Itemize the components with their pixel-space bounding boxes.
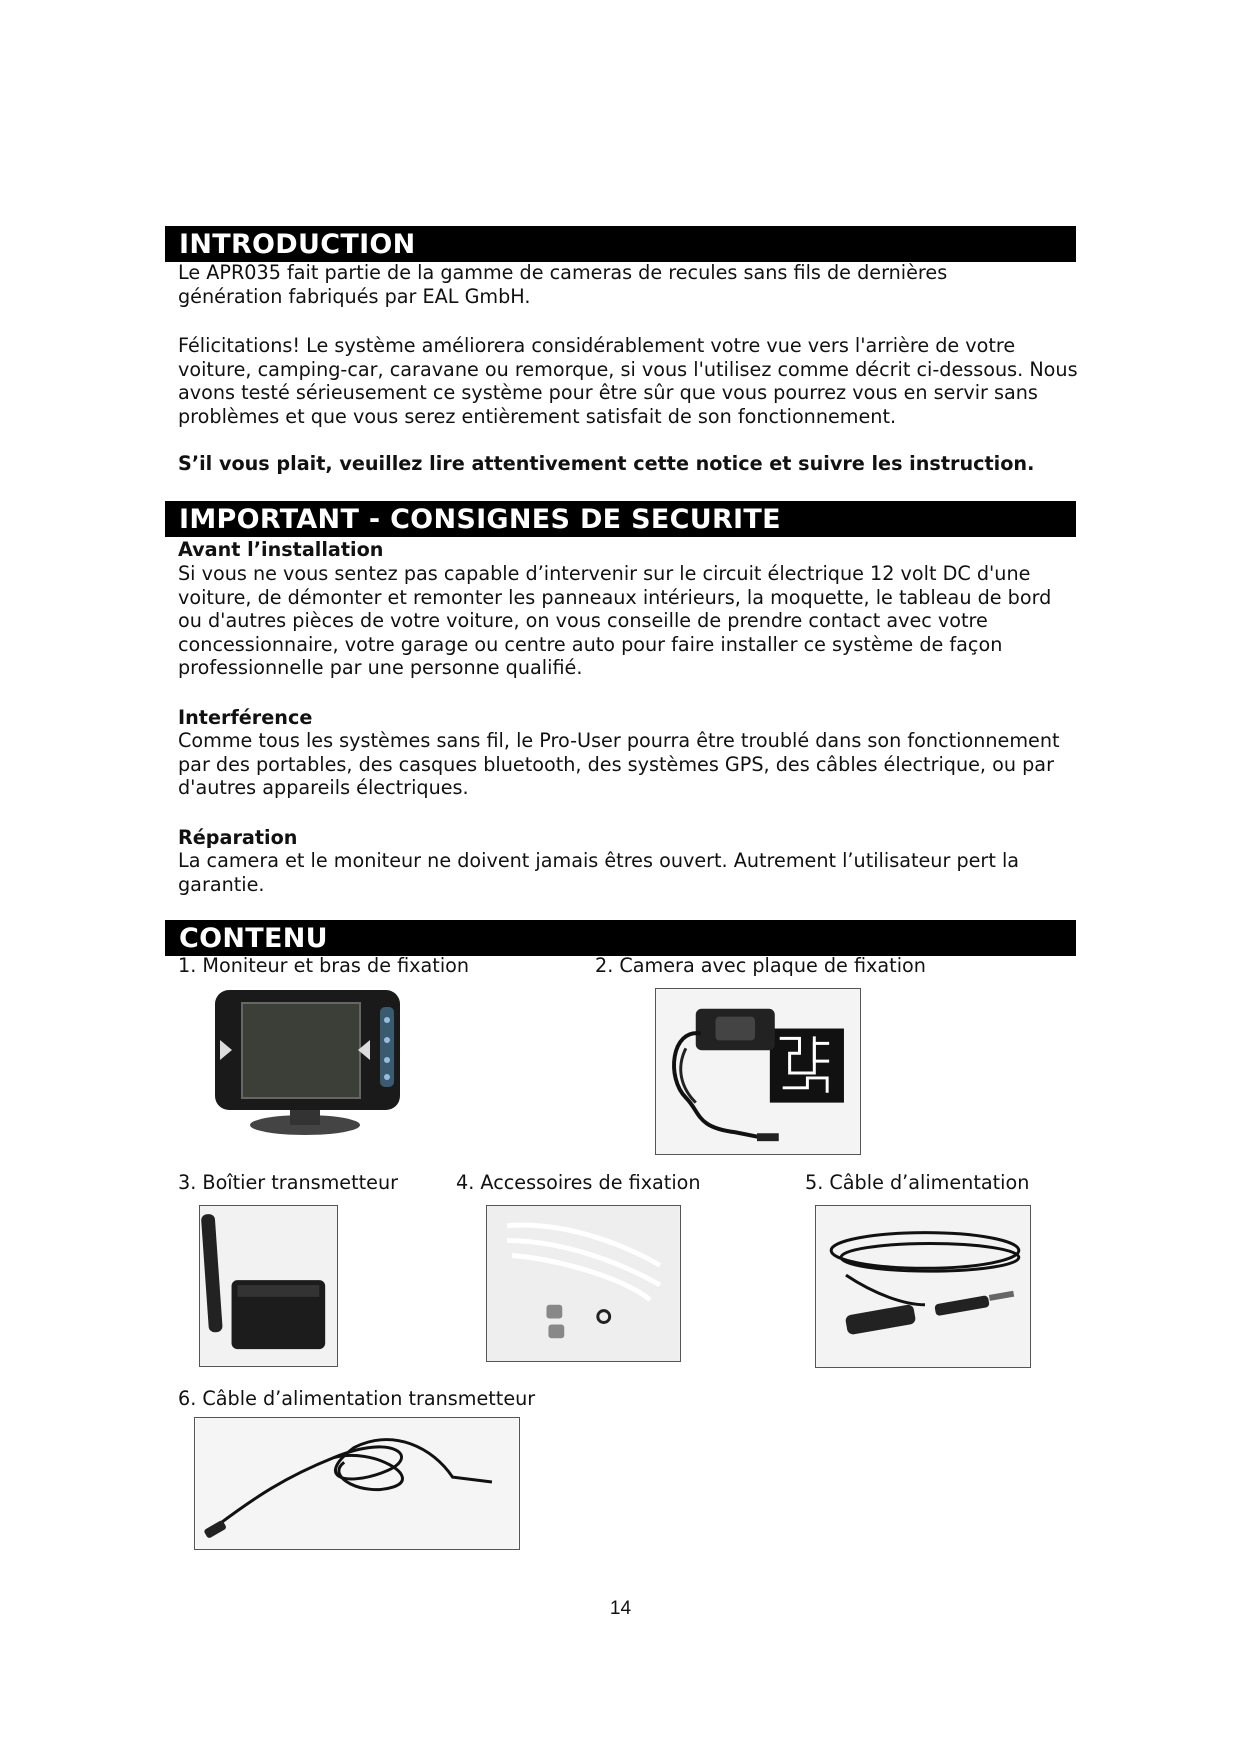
transmitter-cable-icon [195, 1418, 519, 1549]
contents-item-6-caption: 6. Câble d’alimentation transmetteur [178, 1387, 536, 1410]
interference-heading: Interférence [178, 706, 313, 729]
transmitter-photo [199, 1205, 338, 1367]
power-cable-photo [815, 1205, 1031, 1368]
page-number: 14 [609, 1598, 632, 1619]
interference-text: Comme tous les systèmes sans fil, le Pro-User pourra être troublé dans son fonctionnement par des portables, des casques bluetooth, des systèmes GPS, des câbles électrique, ou par d'autres appareils électriques. [178, 729, 1060, 799]
camera-photo [655, 988, 861, 1155]
contents-item-1-caption: 1. Moniteur et bras de fixation [178, 954, 470, 977]
accessories-photo [486, 1205, 681, 1362]
camera-icon [656, 989, 860, 1154]
intro-instruction-note: S’il vous plait, veuillez lire attentivement cette notice et suivre les instruction. [178, 452, 1035, 475]
power-cable-icon [816, 1206, 1030, 1367]
install-heading: Avant l’installation [178, 538, 384, 561]
contents-item-2-caption: 2. Camera avec plaque de fixation [595, 954, 926, 977]
section-header-introduction: INTRODUCTION [165, 226, 1076, 262]
monitor-photo [210, 985, 405, 1145]
repair-heading: Réparation [178, 826, 298, 849]
section-header-contents: CONTENU [165, 920, 1076, 956]
monitor-icon [210, 985, 405, 1145]
intro-paragraph-2: Félicitations! Le système améliorera considérablement votre vue vers l'arrière de votre voiture, camping-car, caravane ou remorque, si vous l'utilisez comme décrit ci-dessous. Nous avons testé sérieusement ce système pour être sûr que vous pourrez vous en servir sans problèmes et que vous serez entièrement satisfait de son fonctionnement. [178, 334, 1078, 428]
install-text: Si vous ne vous sentez pas capable d’intervenir sur le circuit électrique 12 volt DC d'une voiture, de démonter et remonter les panneaux intérieurs, la moquette, le tableau de bord ou d'autres pièces de votre voiture, on vous conseille de prendre contact avec votre concessionnaire, votre garage ou centre auto pour faire installer ce système de façon professionnelle par une personne qualifié. [178, 562, 1052, 679]
contents-item-4-caption: 4. Accessoires de fixation [456, 1171, 701, 1194]
repair-text: La camera et le moniteur ne doivent jamais êtres ouvert. Autrement l’utilisateur pert la garantie. [178, 849, 1020, 896]
contents-item-5-caption: 5. Câble d’alimentation [805, 1171, 1030, 1194]
section-header-safety: IMPORTANT - CONSIGNES DE SECURITE [165, 501, 1076, 537]
contents-item-3-caption: 3. Boîtier transmetteur [178, 1171, 399, 1194]
transmitter-icon [200, 1206, 337, 1366]
transmitter-cable-photo [194, 1417, 520, 1550]
intro-paragraph-1: Le APR035 fait partie de la gamme de cameras de recules sans fils de dernières génération fabriqués par EAL GmbH. [178, 261, 948, 308]
cable-ties-icon [487, 1206, 680, 1361]
